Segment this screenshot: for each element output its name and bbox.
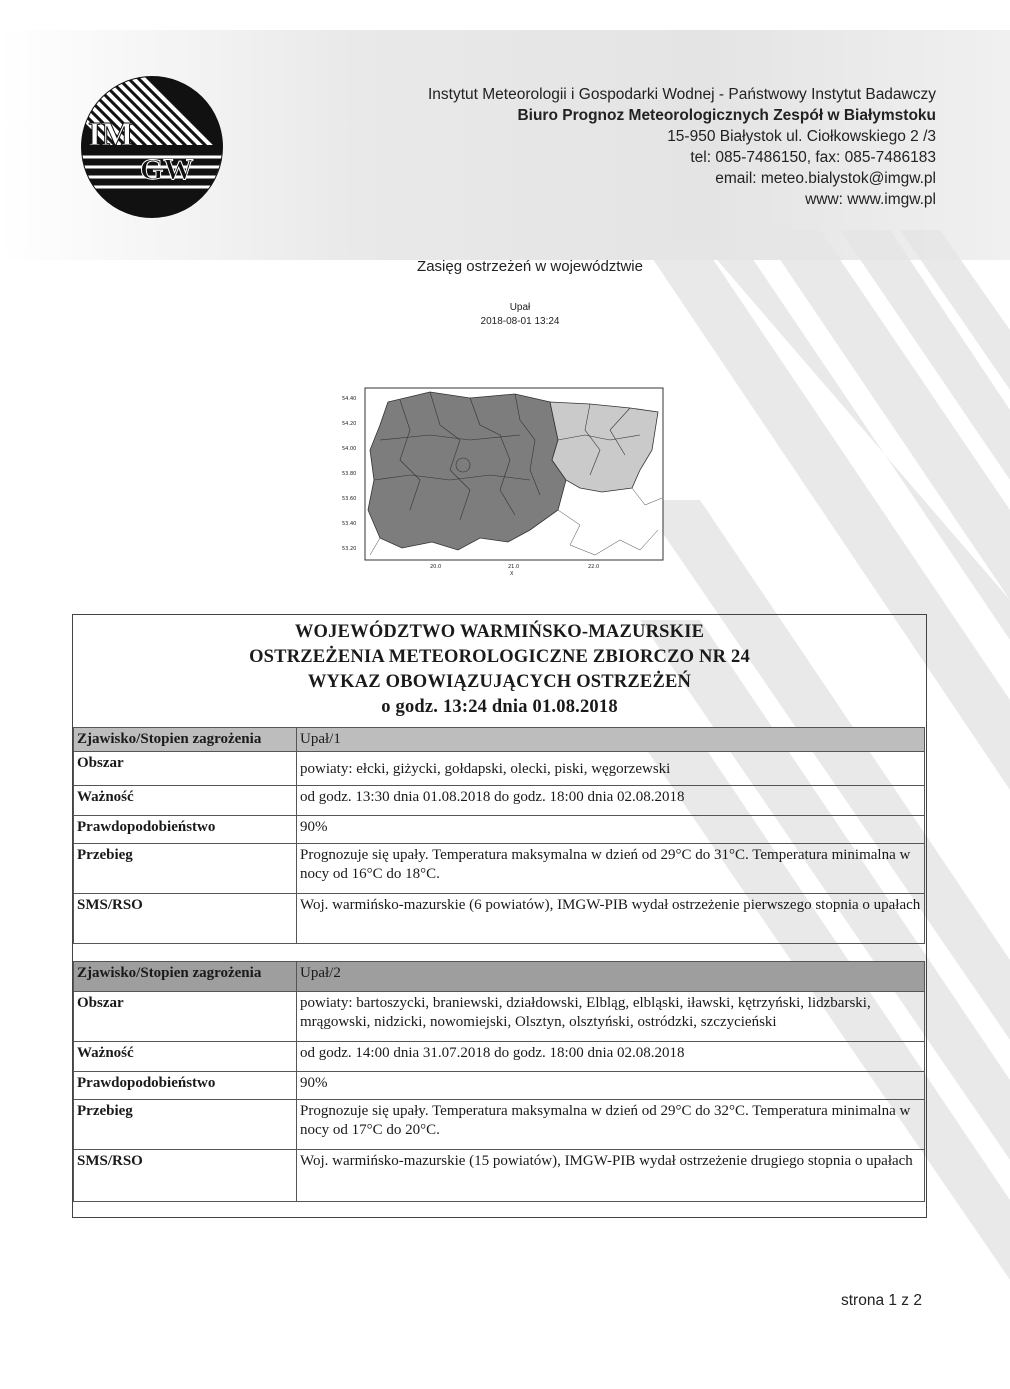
row-label: Obszar — [74, 992, 297, 1042]
row-label: Obszar — [74, 752, 297, 786]
table-row — [74, 844, 925, 894]
institute-header — [428, 84, 936, 210]
warnings-box — [72, 614, 927, 1218]
row-label: Prawdopodobieństwo — [74, 816, 297, 844]
table-row — [74, 962, 925, 992]
map-timestamp: 2018-08-01 13:24 — [480, 316, 560, 327]
table-row — [74, 1100, 925, 1150]
row-label: SMS/RSO — [74, 1150, 297, 1202]
row-value: Woj. warmińsko-mazurskie (6 powiatów), IMGW-PIB wydał ostrzeżenie pierwszego stopnia o upałach — [297, 894, 925, 944]
logo-text-im: IM — [88, 116, 134, 153]
row-label: Przebieg — [74, 1100, 297, 1150]
row-label: Ważność — [74, 786, 297, 816]
x-tick: 20.0 — [430, 564, 442, 570]
heading-list: WYKAZ OBOWIĄZUJĄCYCH OSTRZEŻEŃ — [307, 672, 692, 692]
y-tick: 54.00 — [342, 446, 357, 452]
y-tick: 53.20 — [342, 546, 357, 552]
table-row — [74, 1072, 925, 1100]
institute-name: Instytut Meteorologii i Gospodarki Wodnej - Państwowy Instytut Badawczy — [428, 86, 936, 103]
table-row — [74, 816, 925, 844]
row-value: od godz. 14:00 dnia 31.07.2018 do godz. 18:00 dnia 02.08.2018 — [297, 1042, 925, 1072]
logo-text-gw: GW — [140, 153, 194, 186]
x-tick: 21.0 — [508, 564, 520, 570]
row-value: powiaty: bartoszycki, braniewski, działdowski, Elbląg, elbląski, iławski, kętrzyński, lidzbarski, mrągowski, nidzicki, nowomiejski, Olsztyn, olsztyński, ostródzki, szczycieński — [297, 992, 925, 1042]
table-row — [74, 728, 925, 752]
row-value: Woj. warmińsko-mazurskie (15 powiatów), IMGW-PIB wydał ostrzeżenie drugiego stopnia o upałach — [297, 1150, 925, 1202]
row-label: Zjawisko/Stopien zagrożenia — [74, 962, 297, 992]
heading-time: o godz. 13:24 dnia 01.08.2018 — [381, 697, 618, 717]
y-tick: 54.20 — [342, 421, 357, 427]
row-value: 90% — [297, 1072, 925, 1100]
row-value: Prognozuje się upały. Temperatura maksymalna w dzień od 29°C do 31°C. Temperatura minimalna w nocy od 16°C do 18°C. — [297, 844, 925, 894]
row-value: powiaty: ełcki, giżycki, gołdapski, olecki, piski, węgorzewski — [297, 752, 925, 786]
y-tick: 54.40 — [342, 396, 357, 402]
office-website: www: www.imgw.pl — [805, 191, 936, 208]
row-value: Upał/1 — [297, 728, 925, 752]
office-email: email: meteo.bialystok@imgw.pl — [715, 170, 936, 187]
heading-bulletin: OSTRZEŻENIA METEOROLOGICZNE ZBIORCZO NR 24 — [249, 647, 750, 667]
row-label: Zjawisko/Stopien zagrożenia — [74, 728, 297, 752]
imgw-logo — [80, 75, 225, 220]
table-row — [74, 1042, 925, 1072]
map-section-title: Zasięg ostrzeżeń w województwie — [417, 258, 643, 275]
warnings-heading — [73, 615, 926, 720]
office-address: 15-950 Białystok ul. Ciołkowskiego 2 /3 — [667, 128, 936, 145]
y-tick: 53.60 — [342, 496, 357, 502]
table-row — [74, 752, 925, 786]
table-row — [74, 894, 925, 944]
row-label: Prawdopodobieństwo — [74, 1072, 297, 1100]
row-label: Ważność — [74, 1042, 297, 1072]
row-value: Prognozuje się upały. Temperatura maksymalna w dzień od 29°C do 32°C. Temperatura minimalna w nocy od 17°C do 20°C. — [297, 1100, 925, 1150]
warning-map — [340, 380, 670, 580]
table-row — [74, 1150, 925, 1202]
y-tick: 53.80 — [342, 471, 357, 477]
table-row — [74, 992, 925, 1042]
office-name: Biuro Prognoz Meteorologicznych Zespół w Białymstoku — [517, 107, 936, 124]
map-phenomenon: Upał — [509, 302, 531, 313]
row-label: Przebieg — [74, 844, 297, 894]
page-number: strona 1 z 2 — [841, 1292, 922, 1309]
row-value: 90% — [297, 816, 925, 844]
table-row — [74, 786, 925, 816]
x-tick: 22.0 — [588, 564, 600, 570]
y-tick: 53.40 — [342, 521, 357, 527]
row-value: od godz. 13:30 dnia 01.08.2018 do godz. 18:00 dnia 02.08.2018 — [297, 786, 925, 816]
row-label: SMS/RSO — [74, 894, 297, 944]
warning-table-2 — [73, 961, 925, 1202]
heading-voivodeship: WOJEWÓDZTWO WARMIŃSKO-MAZURSKIE — [294, 622, 705, 642]
x-axis-label: X — [510, 571, 514, 577]
office-phone: tel: 085-7486150, fax: 085-7486183 — [690, 149, 936, 166]
warning-table-1 — [73, 727, 925, 944]
row-value: Upał/2 — [297, 962, 925, 992]
